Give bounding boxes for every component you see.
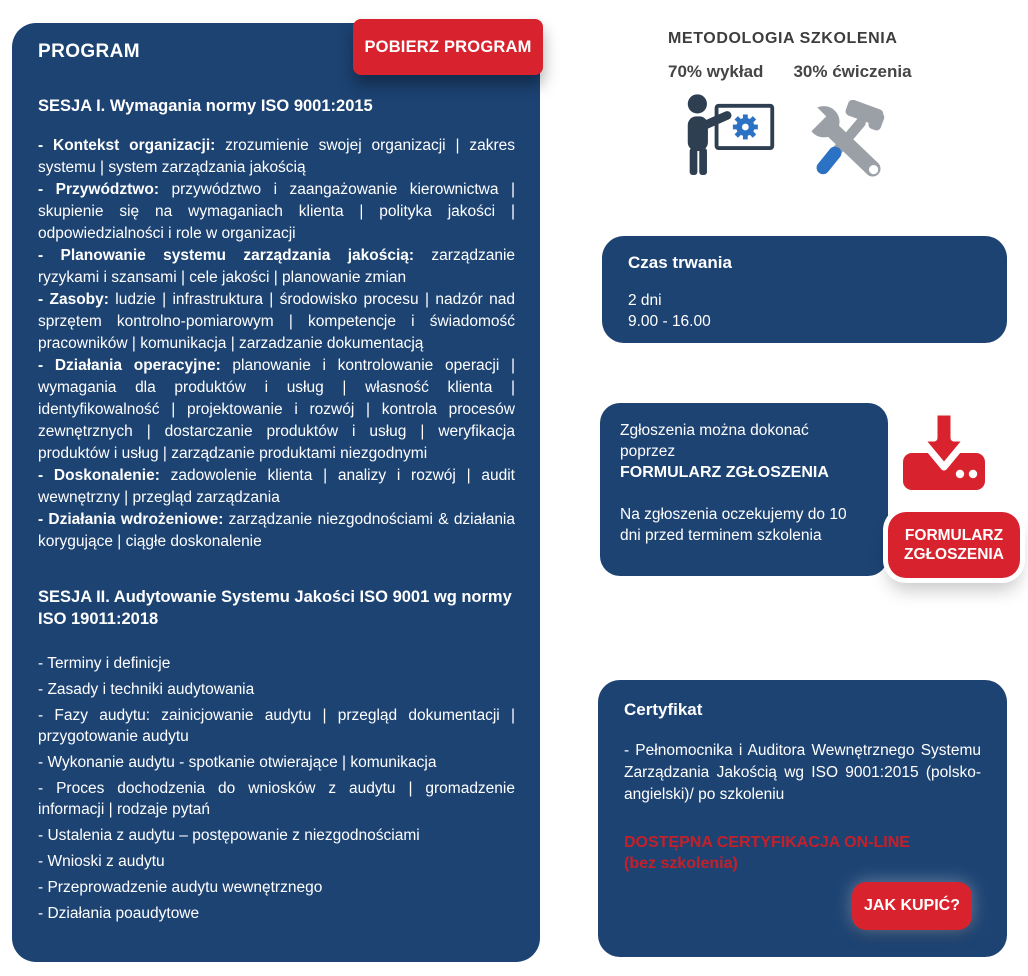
certificate-card-title: Certyfikat: [624, 700, 703, 719]
duration-hours: 9.00 - 16.00: [628, 313, 711, 330]
session1-item-text: zadowolenie klienta | analizy i rozwój | audit wewnętrzny | przegląd zarządzania: [38, 467, 515, 506]
exercises-percent-label: 30% ćwiczenia: [793, 62, 912, 81]
session1-item-text: zrozumienie swojej organizacji | zakres systemu | system zarządzania jakością: [38, 137, 515, 176]
session2-item: - Terminy i definicje: [38, 655, 171, 672]
wrench-hammer-icon: [800, 100, 892, 189]
duration-card: [602, 236, 1007, 343]
session1-item-text: przywództwo i zaangażowanie kierownictwa | skupienie się na wymaganiach klienta | polityka jakości | odpowiedzialności i role w organizacji: [38, 181, 515, 242]
session2-heading: SESJA II. Audytowanie Systemu Jakości ISO 9001 wg normy ISO 19011:2018: [38, 588, 512, 628]
methodology-title: METODOLOGIA SZKOLENIA: [668, 30, 898, 47]
session1-item-label: - Przywództwo:: [38, 181, 159, 198]
session1-item-text: zarządzanie ryzykami i szansami | cele jakości | planowanie zmian: [38, 247, 516, 286]
presenter-board-gear-icon: [682, 92, 778, 189]
signup-form-name: FORMULARZ ZGŁOSZENIA: [620, 464, 829, 481]
certificate-online-line1: DOSTĘPNA CERTYFIKACJA ON-LINE: [624, 834, 910, 851]
session2-item: - Zasady i techniki audytowania: [38, 681, 255, 698]
signup-form-button[interactable]: [888, 512, 1020, 578]
buy-certificate-button[interactable]: JAK KUPIĆ?: [852, 882, 972, 930]
signup-card: [600, 403, 888, 576]
download-tray-icon: [898, 410, 990, 501]
signup-intro: Zgłoszenia można dokonać poprzez: [620, 422, 809, 460]
session2-item: - Przeprowadzenie audytu wewnętrznego: [38, 879, 323, 896]
session1-item: [38, 289, 515, 355]
session1-item: [38, 135, 515, 179]
certificate-description: - Pełnomocnika i Auditora Wewnętrznego Systemu Zarządzania Jakością wg ISO 9001:2015 (polsko-angielski)/ po szkoleniu: [624, 742, 981, 803]
session2-items: [38, 653, 515, 924]
program-title: PROGRAM: [38, 41, 141, 62]
session2-item: - Fazy audytu: zainicjowanie audytu | przegląd dokumentacji | przygotowanie audytu: [38, 707, 515, 745]
signup-form-button-line1: FORMULARZ: [904, 527, 1004, 544]
session1-item-label: - Zasoby:: [38, 291, 109, 308]
signup-note: Na zgłoszenia oczekujemy do 10 dni przed terminem szkolenia: [620, 506, 847, 544]
certificate-online-line2: (bez szkolenia): [624, 855, 738, 872]
duration-card-title: Czas trwania: [628, 253, 732, 272]
session2-item: - Ustalenia z audytu – postępowanie z niezgodnościami: [38, 827, 420, 844]
session2-item: - Wnioski z audytu: [38, 853, 165, 870]
session1-item-label: - Działania wdrożeniowe:: [38, 511, 224, 528]
duration-days: 2 dni: [628, 292, 662, 309]
session1-item: [38, 509, 515, 553]
certificate-online-note: [624, 832, 981, 874]
certificate-card: [598, 680, 1007, 957]
lecture-percent-label: 70% wykład: [668, 62, 764, 81]
session1-heading: SESJA I. Wymagania normy ISO 9001:2015: [38, 97, 373, 115]
session1-item-text: planowanie i kontrolowanie operacji | wymagania dla produktów i usług | własność klienta | identyfikowalność | projektowanie i rozwój | kontrola procesów zewnętrznych | dostarczanie produktów i usług | weryfikacja produktów i usług | zarządzanie produktami niezgodnymi: [38, 357, 515, 462]
session2-item: - Proces dochodzenia do wniosków z audytu | gromadzenie informacji | rodzaje pytań: [38, 780, 515, 818]
session1-item: [38, 179, 515, 245]
signup-form-button-line2: ZGŁOSZENIA: [904, 546, 1004, 563]
methodology-stats: [668, 62, 912, 82]
session2-item: - Działania poaudytowe: [38, 905, 200, 922]
download-program-button[interactable]: POBIERZ PROGRAM: [353, 19, 543, 75]
session1-item-text: zarządzanie niezgodnościami & działania korygujące | ciągłe doskonalenie: [38, 511, 515, 550]
program-panel: [12, 23, 540, 962]
session1-item-label: - Działania operacyjne:: [38, 357, 221, 374]
session1-item: [38, 355, 515, 465]
session2-item: - Wykonanie audytu - spotkanie otwierające | komunikacja: [38, 754, 437, 771]
session1-items: [38, 135, 515, 553]
session1-item-label: - Kontekst organizacji:: [38, 137, 216, 154]
session1-item: [38, 245, 515, 289]
duration-values: [628, 290, 981, 332]
session1-item-text: ludzie | infrastruktura | środowisko procesu | nadzór nad sprzętem kontrolno-pomiarowym | kompetencje i świadomość pracowników | komunikacja | zarzadzanie dokumentacją: [38, 291, 515, 352]
session1-item: [38, 465, 515, 509]
session1-item-label: - Doskonalenie:: [38, 467, 160, 484]
session1-item-label: - Planowanie systemu zarządzania jakością:: [38, 247, 415, 264]
